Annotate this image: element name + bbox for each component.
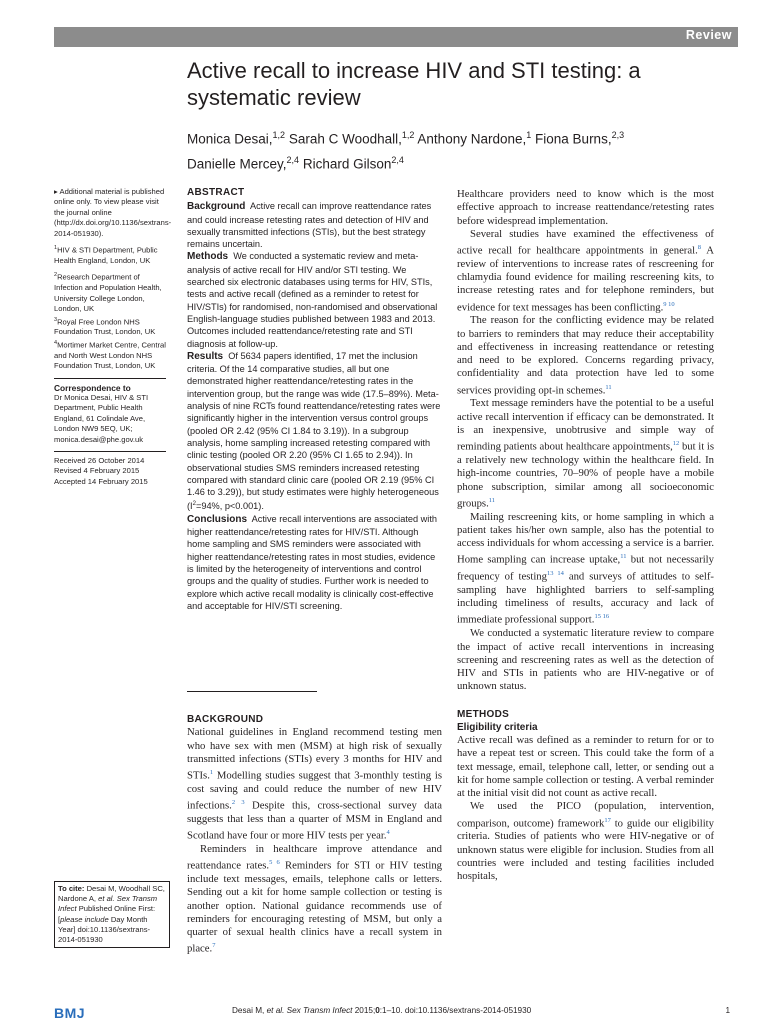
reference-link[interactable]: 13 14 xyxy=(547,570,564,578)
affiliation: $^2$Research Department of Infection and Population Health, University College London, London, UK xyxy=(54,272,162,314)
abstract-divider xyxy=(187,691,317,692)
paragraph: Several studies have examined the effectiveness of active recall for healthcare appointments in general.$^8$ A review of interventions to increase rates of rescreening for chlamydia found evidence for mailing rescreening kits, to increase retesting rates and for telephone reminders, but evidence for text messages has been conflicting.$^{9 10}$ xyxy=(457,227,714,314)
reference-link[interactable]: 7 xyxy=(212,942,216,950)
correspondence-heading: Correspondence to xyxy=(54,382,131,393)
reference-link[interactable]: 11 xyxy=(488,496,496,504)
methods-heading: METHODS xyxy=(457,708,510,720)
section-bar xyxy=(54,27,738,47)
author-affiliation: 1 xyxy=(526,130,532,140)
abstract-methods: Methods We conducted a systematic review and meta-analysis of active recall for HIV and/or STI testing. We searched six electronic databases using terms for HIV, STIs, tests and active recall (defined as a reminder to retest for HIV/STIs) for randomised, non-randomised and observational English-language studies published between 1983 and 2013. Outcomes included reattendance/retesting rate and STI diagnosis at follow-up. xyxy=(187,251,438,349)
reference-link[interactable]: 8 xyxy=(697,244,702,251)
citation-box: To cite: Desai M, Woodhall SC, Nardone A, et al. Sex Transm Infect Published Online First: [please include Day Month Year] doi:10.1136/sextrans-2014-051930 xyxy=(54,881,170,948)
right-column-body xyxy=(457,188,714,883)
abstract-results: Results Of 5634 papers identified, 17 met the inclusion criteria. Of the 14 comparative studies, all but one demonstrated higher reattendance/retesting rates in the intervention group, but the range was wide (17.5–89%). Meta-analysis of nine RCTs found reattendance/retesting rates were significantly higher in the intervention versus control groups (pooled OR 2.42 (95% CI 1.84 to 3.19)). In a subgroup analysis, home sampling increased retesting compared with clinic testing (pooled OR 2.20 (95% CI 1.65 to 2.94)). In observational studies SMS reminders increased retesting compared with standard clinic care (pooled OR 2.19 (95% CI 1.46 to 3.29)), but study estimates were highly heterogeneous ($I^2=94\%$, p<0.001). xyxy=(187,350,441,512)
correspondence-text[interactable]: Dr Monica Desai, HIV & STI Department, Public Health England, 61 Colindale Ave, London NW9 5EQ, UK; monica.desai@phe.gov.uk xyxy=(54,393,149,444)
eligibility-subheading: Eligibility criteria xyxy=(457,721,538,733)
reference-link[interactable]: 1 xyxy=(209,769,214,776)
author-affiliation: 2,4 xyxy=(391,154,404,165)
author-affiliation: 1,2 xyxy=(272,130,286,140)
bmj-logo: BMJ xyxy=(54,1005,86,1021)
section-tag: Review xyxy=(685,28,732,42)
reference-link[interactable]: 11 xyxy=(605,383,612,391)
paragraph: The reason for the conflicting evidence may be related to barriers to reminders that may reduce their acceptability and effectiveness in increasing reattendance or retesting and need to be explored. Concerns regarding privacy, confidentiality and data protection have led to some services providing opt-in schemes.$^{11}$ xyxy=(457,314,714,397)
author-name: Danielle Mercey, xyxy=(187,156,287,171)
author-name: Sarah C Woodhall, xyxy=(288,131,402,147)
footer-citation: Desai M, et al. Sex Transm Infect 2015;0:1–10. doi:10.1136/sextrans-2014-051930 xyxy=(232,1006,532,1015)
abstract-heading: ABSTRACT xyxy=(187,187,245,198)
paragraph: Reminders in healthcare improve attendance and reattendance rates.$^{5 6}$ Reminders for STI or HIV testing include text messages, emails, telephone calls or letters. Sending out a kit for home sample collection or testing is another option. National guidance recommends use of reminders for encouraging retesting of MSM, but only a quarter of sexual health clinics have a recall system in place.$^7$ xyxy=(187,842,443,955)
reference-link[interactable]: 5 6 xyxy=(269,859,280,867)
reference-link[interactable]: 17 xyxy=(604,816,611,824)
affiliation: $^4$Mortimer Market Centre, Central and North West London NHS Foundation Trust, London, UK xyxy=(54,339,166,371)
affiliation: $^3$Royal Free London NHS Foundation Trust, London, UK xyxy=(54,316,156,337)
author-name: Fiona Burns, xyxy=(535,131,612,147)
author-affiliation: 2,3 xyxy=(611,130,625,140)
received-date: Received 26 October 2014 xyxy=(54,456,145,466)
author-affiliation: 1,2 xyxy=(401,130,415,140)
left-column-body xyxy=(187,713,442,956)
author-list xyxy=(187,125,727,174)
reference-link[interactable]: 12 xyxy=(672,440,680,448)
reference-link[interactable]: 9 10 xyxy=(663,300,675,308)
background-heading: BACKGROUND xyxy=(187,714,264,725)
author-name: Monica Desai, xyxy=(187,131,273,147)
paragraph: We conducted a systematic literature review to compare the impact of active recall interventions in increasing screening and rescreening rates as well as the detection of HIV and STIs in patients who are HIV-negative or of unknown status. xyxy=(457,627,714,693)
reference-link[interactable]: 2 3 xyxy=(231,799,245,807)
affiliation: $^1$HIV & STI Department, Public Health England, London, UK xyxy=(54,245,158,265)
revised-date: Revised 4 February 2015 xyxy=(54,466,140,476)
page-number: 1 xyxy=(725,1006,730,1015)
paragraph: Mailing rescreening kits, or home sampling in which a patient takes his/her own sample, also has the potential to access individuals for whom accessing a service is a barrier. Home sampling can increase uptake,$^{11}$ but not necessarily frequency of testing$^{13 14}$ and surveys of attitudes to self-sampling have highlighted barriers to self-sampling including timeliness of results, accuracy and lack of immediate professional support.$^{15 16}$ xyxy=(457,510,714,626)
author-affiliation: 2,4 xyxy=(286,154,300,165)
divider xyxy=(54,451,166,452)
abstract-background: Background Active recall can improve reattendance rates and could increase retesting rates and detection of HIV and sexually transmitted infections (STIs), but the best strategy remains uncertain. xyxy=(187,201,432,250)
paragraph: National guidelines in England recommend testing men who have sex with men (MSM) at high risk of sexually transmitted infections (STIs) every 3 months for HIV and STIs.$^1$ Modelling studies suggest that 3-monthly testing is cost saving and could reduce the number of new HIV infections.$^{2 3}$ Despite this, cross-sectional survey data suggests that less than a quarter of MSM in England and Scotland have four or more HIV tests per year.$^4$ xyxy=(187,726,442,842)
divider xyxy=(54,378,166,379)
paragraph: Text message reminders have the potential to be a useful active recall intervention if efficacy can be demonstrated. It is an inexpensive, unobtrusive and simple way of reminding patients about healthcare appointments,$^{12}$ but it is a relatively new technology within the healthcare field. In high-income countries, 70–90% of people have a mobile phone subscription, similar among all socioeconomic groups.$^{11}$ xyxy=(457,397,715,510)
reference-link[interactable]: 15 16 xyxy=(594,613,610,621)
reference-link[interactable]: 4 xyxy=(386,829,390,837)
sidebar xyxy=(54,187,172,491)
author-name: Anthony Nardone, xyxy=(417,131,527,147)
abstract xyxy=(187,187,442,612)
paragraph: Active recall was defined as a reminder to return for or to have a repeat test or screen. This could take the form of a text message, email, telephone call, letter, or sending out a kit for home sample collection or testing. A verbal reminder at the initial visit did not count as active recall. xyxy=(457,734,714,799)
paragraph: Healthcare providers need to know which is the most effective approach to increase reattendance/retesting rates before widespread implementation. xyxy=(457,188,714,227)
reference-link[interactable]: 11 xyxy=(620,553,627,561)
paragraph: We used the PICO (population, intervention, comparison, outcome) framework$^{17}$ to guide our eligibility criteria. Studies of patients who were HIV-negative or of unknown status were eligible for inclusion. Studies from all countries were included and testing facilities included hospitals, xyxy=(457,800,714,883)
accepted-date: Accepted 14 February 2015 xyxy=(54,476,148,486)
additional-material-note: ▸ Additional material is published online only. To view please visit the journal online (http://dx.doi.org/10.1136/sextrans-2014-051930). xyxy=(54,187,172,238)
abstract-conclusions: Conclusions Active recall interventions are associated with higher reattendance/retesting rates for HIV/STI. Although home sampling and SMS reminders were associated with higher reattendance/retesting rates in most studies, evidence is limited by the heterogeneity of interventions and control groups and the quality of studies. Further work is needed to explore which active recall modality is clinically cost-effective and acceptable for HIV/STI screening. xyxy=(187,513,437,611)
article-title: Active recall to increase HIV and STI testing: a systematic review xyxy=(187,58,641,110)
author-name: Richard Gilson xyxy=(302,156,392,171)
